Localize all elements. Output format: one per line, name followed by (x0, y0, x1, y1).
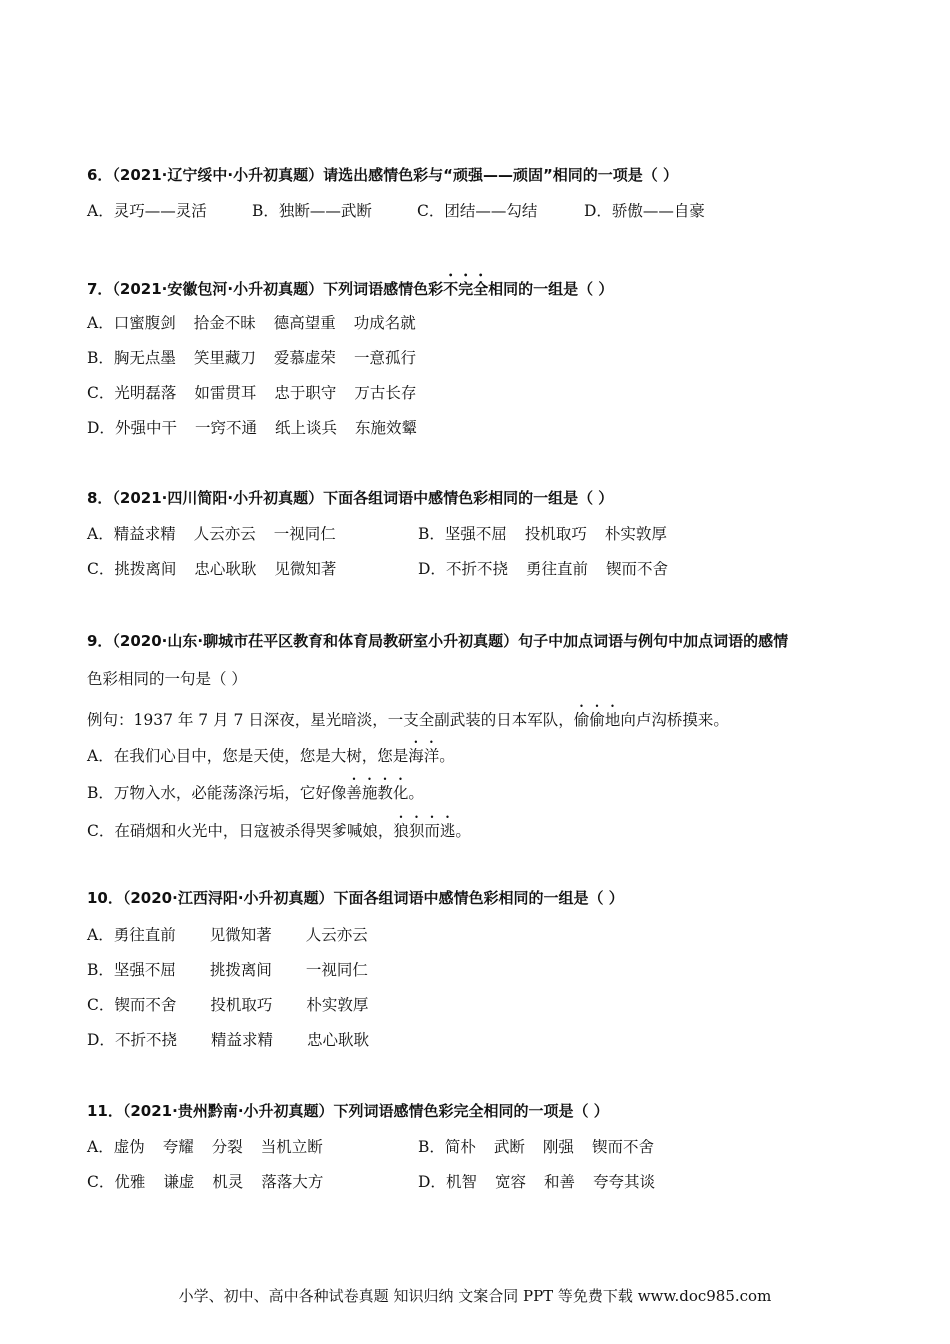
question-10-stem: 10．（2020·江西浔阳·小升初真题）下面各组词语中感情色彩相同的一组是（ ） (87, 889, 624, 907)
option-a: A．虚伪 夸耀 分裂 当机立断 (87, 1138, 323, 1156)
option-b: B．坚强不屈 投机取巧 朴实敦厚 (418, 525, 667, 543)
emphasis-text: 海洋 (408, 747, 440, 765)
option-b: B．简朴 武断 刚强 锲而不舍 (418, 1138, 654, 1156)
question-8-stem: 8．（2021·四川简阳·小升初真题）下面各组词语中感情色彩相同的一组是（ ） (87, 489, 614, 507)
option-a: A．口蜜腹剑 拾金不昧 德高望重 功成名就 (87, 314, 416, 332)
question-11-stem: 11．（2021·贵州黔南·小升初真题）下列词语感情色彩完全相同的一项是（ ） (87, 1102, 609, 1120)
emphasis-text: 偷偷地 (573, 711, 621, 729)
option-d: D．机智 宽容 和善 夸夸其谈 (418, 1173, 655, 1191)
option-a: A．在我们心目中，您是天使，您是大树，您是海洋。 (87, 747, 455, 765)
option-a: A．勇往直前 见微知著 人云亦云 (87, 926, 368, 944)
option-b: B．胸无点墨 笑里藏刀 爱慕虚荣 一意孤行 (87, 349, 416, 367)
option-c: C．优雅 谦虚 机灵 落落大方 (87, 1173, 324, 1191)
option-d: D．不折不挠 精益求精 忠心耿耿 (87, 1031, 369, 1049)
emphasis-text: 善施教化 (346, 784, 409, 802)
option-c: C．团结——勾结 (417, 202, 538, 220)
emphasis-text: 狼狈而逃 (393, 822, 456, 840)
example-sentence: 例句：1937 年 7 月 7 日深夜，星光暗淡，一支全副武装的日本军队，偷偷地向卢沟桥摸来。 (87, 711, 729, 729)
option-c: C．在硝烟和火光中，日寇被杀得哭爹喊娘，狼狈而逃。 (87, 822, 471, 840)
option-b: B．万物入水，必能荡涤污垢，它好像善施教化。 (87, 784, 424, 802)
option-d: D．外强中干 一窍不通 纸上谈兵 东施效颦 (87, 419, 417, 437)
question-7-stem: 7．（2021·安徽包河·小升初真题）下列词语感情色彩不完全相同的一组是（ ） (87, 280, 614, 298)
question-6-stem: 6．（2021·辽宁绥中·小升初真题）请选出感情色彩与“顽强——顽固”相同的一项是（ ） (87, 166, 679, 184)
option-c: C．挑拨离间 忠心耿耿 见微知著 (87, 560, 337, 578)
option-c: C．锲而不舍 投机取巧 朴实敦厚 (87, 996, 369, 1014)
question-9-stem-cont: 色彩相同的一句是（ ） (87, 670, 247, 688)
option-b: B．独断——武断 (252, 202, 372, 220)
option-b: B．坚强不屈 挑拨离间 一视同仁 (87, 961, 368, 979)
emphasis-text: 不完全 (443, 280, 489, 298)
option-d: D．骄傲——自豪 (584, 202, 705, 220)
option-d: D．不折不挠 勇往直前 锲而不舍 (418, 560, 668, 578)
question-9-stem: 9．（2020·山东·聊城市茌平区教育和体育局教研室小升初真题）句子中加点词语与例句中加点词语的感情 (87, 632, 789, 650)
option-a: A．灵巧——灵活 (87, 202, 207, 220)
option-a: A．精益求精 人云亦云 一视同仁 (87, 525, 336, 543)
option-c: C．光明磊落 如雷贯耳 忠于职守 万古长存 (87, 384, 417, 402)
page-footer: 小学、初中、高中各种试卷真题 知识归纳 文案合同 PPT 等免费下载 www.doc985.com (178, 1287, 772, 1305)
